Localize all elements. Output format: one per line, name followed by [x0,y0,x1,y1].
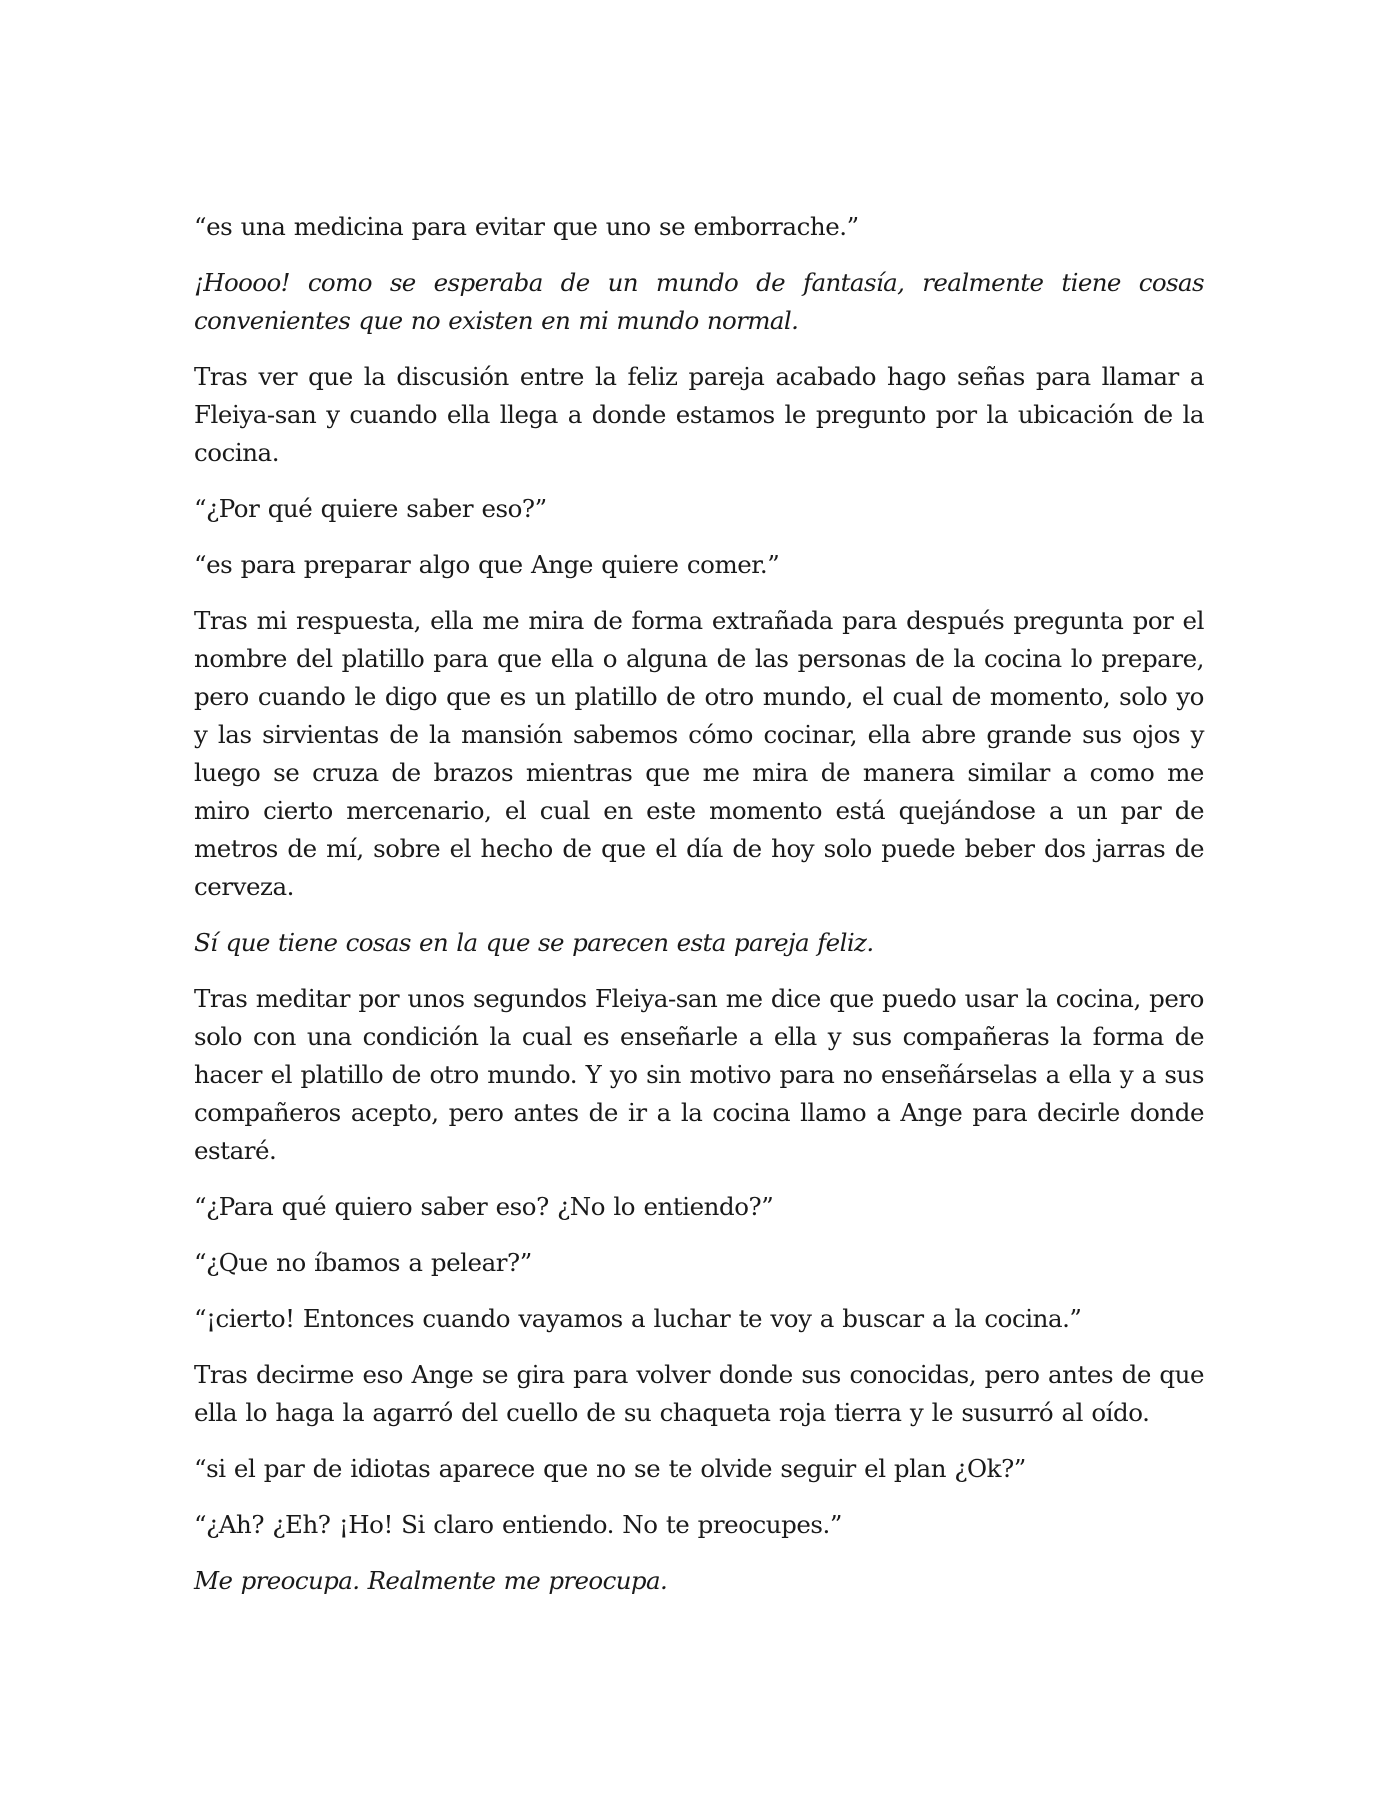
paragraph-15-thought: Me preocupa. Realmente me preocupa. [194,1566,668,1595]
document-page [194,208,1204,1618]
paragraph-11-dialogue: “¡cierto! Entonces cuando vayamos a luchar te voy a buscar a la cocina.” [194,1304,1082,1333]
paragraph-2-thought: ¡Hoooo! como se esperaba de un mundo de fantasía, realmente tiene cosas convenientes que no existen en mi mundo normal. [194,268,1204,335]
paragraph-4-dialogue: “¿Por qué quiere saber eso?” [194,494,547,523]
paragraph-3: Tras ver que la discusión entre la feliz pareja acabado hago señas para llamar a Fleiya-san y cuando ella llega a donde estamos le pregunto por la ubicación de la cocina. [194,362,1204,467]
paragraph-6: Tras mi respuesta, ella me mira de forma extrañada para después pregunta por el nombre del platillo para que ella o alguna de las personas de la cocina lo prepare, pero cuando le digo que es un platillo de otro mundo, el cual de momento, solo yo y las sirvientas de la mansión sabemos cómo cocinar, ella abre grande sus ojos y luego se cruza de brazos mientras que me mira de manera similar a como me miro cierto mercenario, el cual en este momento está quejándose a un par de metros de mí, sobre el hecho de que el día de hoy solo puede beber dos jarras de cerveza. [194,606,1204,901]
paragraph-13-dialogue: “si el par de idiotas aparece que no se te olvide seguir el plan ¿Ok?” [194,1454,1026,1483]
paragraph-14-dialogue: “¿Ah? ¿Eh? ¡Ho! Si claro entiendo. No te preocupes.” [194,1510,842,1539]
paragraph-7-thought: Sí que tiene cosas en la que se parecen esta pareja feliz. [194,928,874,957]
paragraph-1: “es una medicina para evitar que uno se emborrache.” [194,212,859,241]
paragraph-9-dialogue: “¿Para qué quiero saber eso? ¿No lo entiendo?” [194,1192,774,1221]
paragraph-5-dialogue: “es para preparar algo que Ange quiere comer.” [194,550,780,579]
paragraph-12: Tras decirme eso Ange se gira para volver donde sus conocidas, pero antes de que ella lo haga la agarró del cuello de su chaqueta roja tierra y le susurró al oído. [194,1360,1204,1427]
paragraph-8: Tras meditar por unos segundos Fleiya-san me dice que puedo usar la cocina, pero solo con una condición la cual es enseñarle a ella y sus compañeras la forma de hacer el platillo de otro mundo. Y yo sin motivo para no enseñárselas a ella y a sus compañeros acepto, pero antes de ir a la cocina llamo a Ange para decirle donde estaré. [194,984,1204,1165]
paragraph-10-dialogue: “¿Que no íbamos a pelear?” [194,1248,532,1277]
